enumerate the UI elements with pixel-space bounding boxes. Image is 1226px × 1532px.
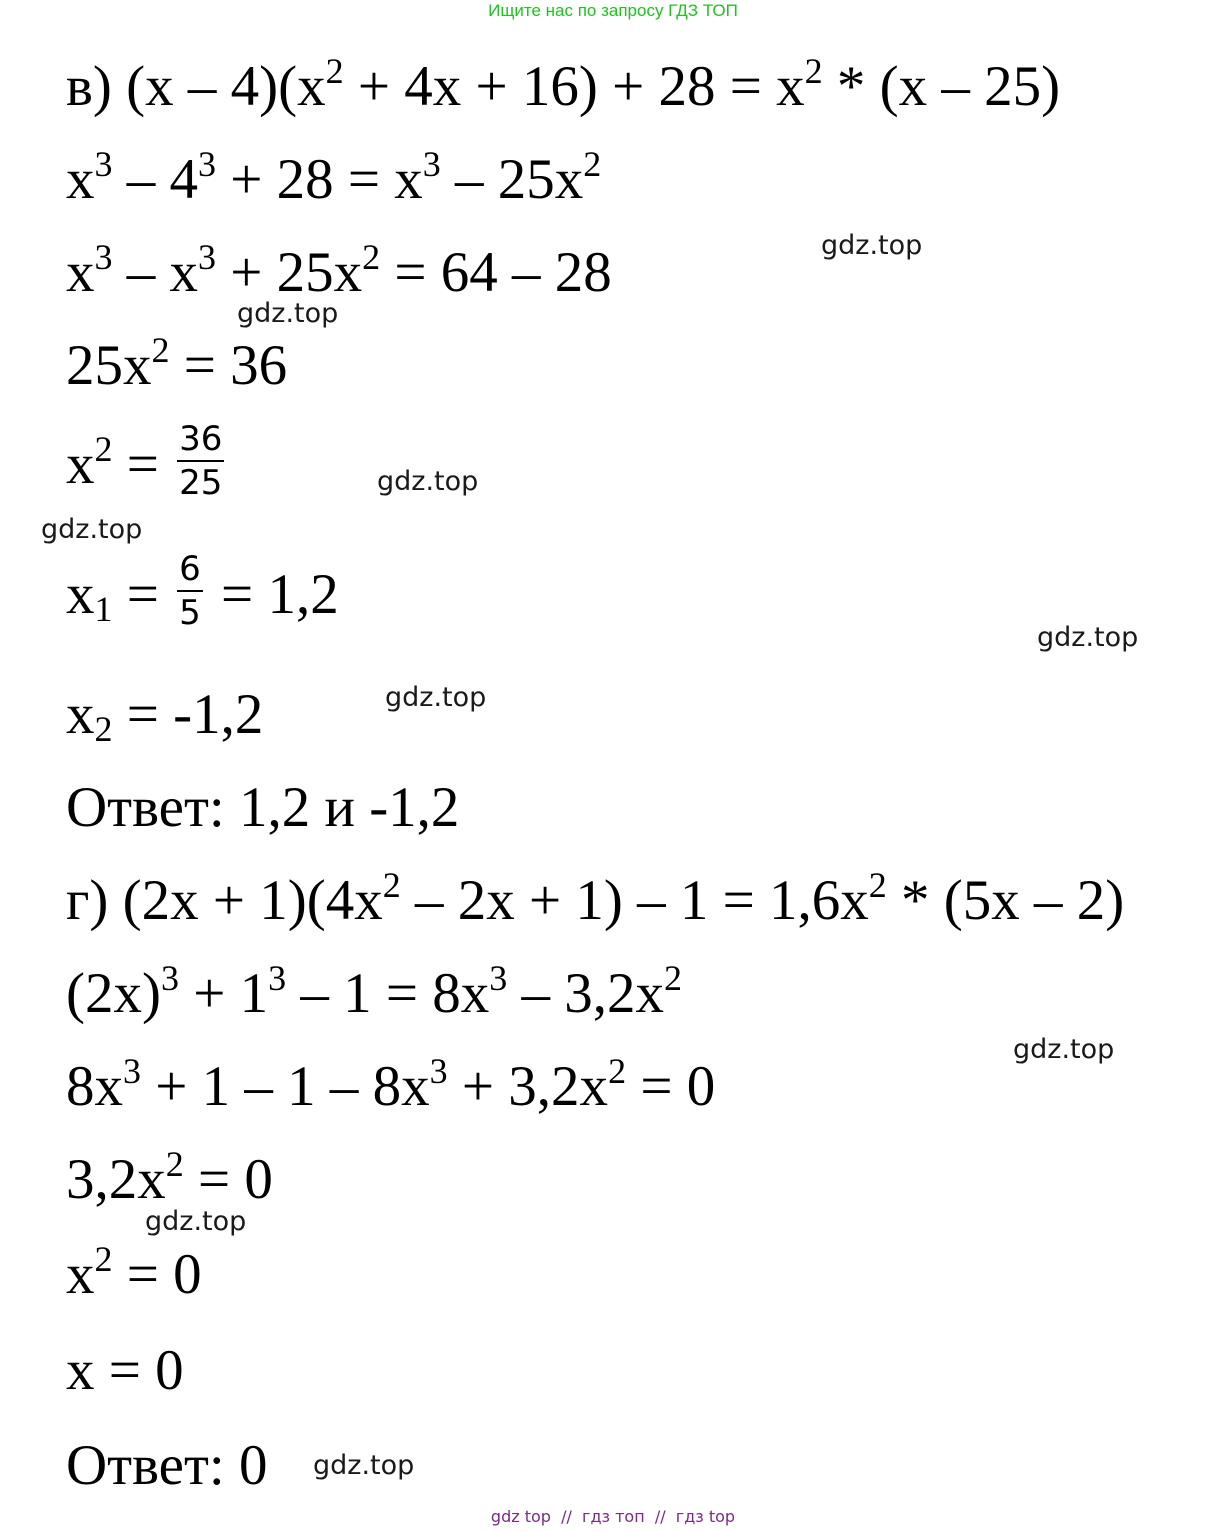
fraction-6-5: $\frac{6}{5}$ [179,549,201,633]
part-g-step-1: $(2x)^3 + 1^3 - 1 = 8x^3 - 3,2x^2$ [66,958,683,1025]
part-g-answer: Ответ: 0 [66,1434,268,1497]
part-v-step-4: $x^2$ = $\frac{36}{25}$ [66,419,223,503]
watermark: gdz.top [385,682,487,713]
part-g-step-2: $8x^3 + 1 - 1 - 8x^3 + 3,2x^2 = 0$ [66,1051,716,1118]
watermark: gdz.top [237,298,339,329]
part-v-step-1: $x^3 - 4^3 + 28 = x^3 - 25x^2$ [66,144,602,211]
part-v-answer: Ответ: 1,2 и -1,2 [66,776,460,839]
part-g-step-3: $3,2x^2 = 0$ [66,1144,273,1211]
part-g-step-5: x = 0 [66,1339,184,1402]
part-v-step-3: $25x^2 = 36$ [66,330,288,397]
footer-links[interactable]: gdz top // гдз топ // гдз top [490,1507,736,1526]
watermark: gdz.top [313,1450,415,1481]
watermark: gdz.top [41,514,143,545]
part-g-step-4: $x^2 = 0$ [66,1239,202,1306]
part-g-equation: г) $(2x + 1)(4x^2 - 2x + 1) - 1 = 1,6x^2 * (5x - 2)$ [66,865,1125,932]
watermark: gdz.top [1037,622,1139,653]
top-banner[interactable]: Ищите нас по запросу ГДЗ ТОП [488,1,738,20]
watermark: gdz.top [1013,1034,1115,1065]
watermark: gdz.top [145,1206,247,1237]
part-v-equation: в) $(x - 4)(x^2 + 4x + 16) + 28 = x^2 * (x - 25)$ [66,51,1061,118]
watermark: gdz.top [821,230,923,261]
part-v-root-2: $x_2 = -1,2$ [66,683,264,749]
fraction-36-25: $\frac{36}{25}$ [179,419,223,503]
part-v-step-2: $x^3 - x^3 + 25x^2 = 64 - 28$ [66,237,612,304]
watermark: gdz.top [377,466,479,497]
part-v-root-1: $x_1$ = $\frac{6}{5}$ = 1,2 [66,549,339,633]
